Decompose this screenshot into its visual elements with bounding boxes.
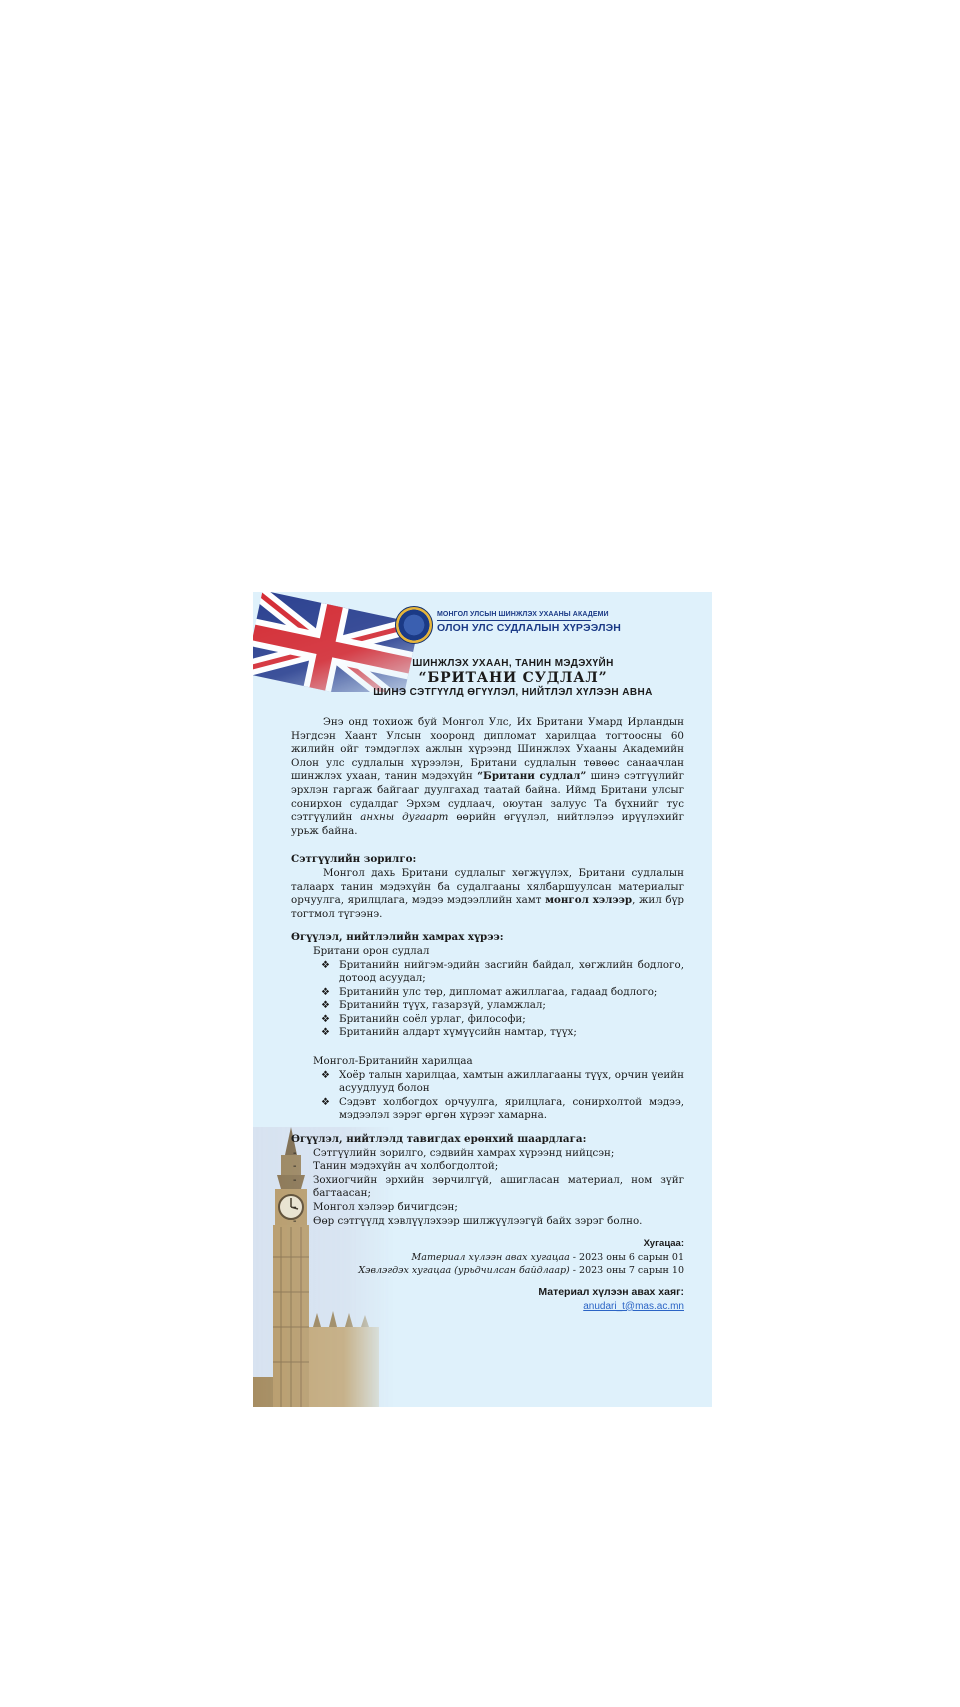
scope-group-2-title: Монгол-Британийн харилцаа — [313, 1055, 473, 1068]
bullet-diamond-icon: ❖ — [321, 1096, 330, 1108]
title-line-1: ШИНЖЛЭХ УХААН, ТАНИН МЭДЭХҮЙН — [412, 658, 614, 669]
list-item-text: Британийн түүх, газарзүй, уламжлал; — [339, 999, 546, 1012]
list-item — [293, 1160, 684, 1174]
goal-text-1: Монгол дахь Британи судлалыг хөгжүүлэх, Британи судлалын талаарх танин мэдэхүйн ба судалгааны хялбаршуулсан материалыг орчуулга, ярилцлага, мэдээ мэдээллийн хамт — [291, 866, 684, 907]
list-item-text: Британийн улс төр, дипломат ажиллагаа, гадаад бодлого; — [339, 985, 658, 998]
journal-name: “БРИТАНИ СУДЛАЛ” — [418, 670, 608, 686]
list-item — [293, 1147, 684, 1161]
academy-emblem-icon — [395, 606, 433, 644]
bullet-diamond-icon: ❖ — [321, 986, 330, 998]
list-item-text: Хоёр талын харилцаа, хамтын ажиллагааны түүх, орчин үеийн асуудлууд болон — [339, 1068, 684, 1095]
journal-name-inline: “Британи судлал” — [477, 770, 587, 783]
list-item — [321, 986, 684, 1000]
header-divider — [437, 620, 591, 621]
list-item-text: Танин мэдэхүйн ач холбогдолтой; — [313, 1160, 499, 1173]
flyer-title — [353, 658, 673, 698]
list-item — [321, 1069, 684, 1096]
bullet-diamond-icon: ❖ — [321, 1069, 330, 1081]
list-item — [321, 999, 684, 1013]
list-item-text: Зохиогчийн эрхийн зөрчилгүй, ашигласан материал, ном зүйг багтаасан; — [313, 1173, 684, 1200]
bullet-diamond-icon: ❖ — [321, 1027, 330, 1039]
announcement-flyer — [253, 592, 712, 1407]
flyer-body — [291, 716, 684, 1313]
submission-deadline-date: - 2023 оны 6 сарын 01 — [569, 1251, 684, 1263]
dash-marker: - — [293, 1201, 297, 1213]
academy-name: МОНГОЛ УЛСЫН ШИНЖЛЭХ УХААНЫ АКАДЕМИ — [437, 611, 609, 618]
publication-date — [291, 1264, 684, 1278]
list-item-text: Сэдэвт холбогдох орчуулга, ярилцлага, сонирхолтой мэдээ, мэдээлэл зэрэг өргөн хүрээг хамарна. — [339, 1095, 684, 1122]
intro-paragraph — [291, 716, 684, 838]
list-item-text: Сэтгүүлийн зорилго, сэдвийн хамрах хүрээнд нийцсэн; — [313, 1146, 615, 1159]
list-item-text: Британийн нийгэм-эдийн засгийн байдал, хөгжлийн бодлого, дотоод асуудал; — [339, 958, 684, 985]
deadline-block — [291, 1237, 684, 1278]
requirements-list — [293, 1147, 684, 1229]
institute-header — [395, 606, 622, 648]
list-item — [321, 1096, 684, 1123]
list-item-text: Өөр сэтгүүлд хэвлүүлэхээр шилжүүлээгүй байх зэрэг болно. — [313, 1214, 643, 1227]
requirements-heading: Өгүүлэл, нийтлэлд тавигдах ерөнхий шаардлага: — [291, 1133, 587, 1146]
deadline-heading: Хугацаа: — [643, 1238, 684, 1250]
bullet-diamond-icon: ❖ — [321, 1000, 330, 1012]
contact-block — [291, 1286, 684, 1313]
bullet-diamond-icon: ❖ — [321, 1013, 330, 1025]
scope-group-1-title: Британи орон судлал — [313, 944, 430, 957]
mongolian-language-text: монгол хэлээр — [545, 894, 633, 907]
list-item — [293, 1215, 684, 1229]
first-issue-text: анхны дугаарт — [360, 811, 449, 824]
institute-name: ОЛОН УЛС СУДЛАЛЫН ХҮРЭЭЛЭН — [437, 622, 622, 634]
contact-email-link[interactable]: anudari_t@mas.ac.mn — [583, 1300, 684, 1312]
scope-heading: Өгүүлэл, нийтлэлийн хамрах хүрээ: — [291, 931, 504, 944]
scope-group-2-list — [321, 1069, 684, 1123]
list-item — [293, 1174, 684, 1201]
bullet-diamond-icon: ❖ — [321, 959, 330, 971]
scope-group-1-list — [321, 959, 684, 1041]
dash-marker: - — [293, 1160, 297, 1173]
goal-text-2: , жил бүр тогтмол түгээнэ. — [291, 894, 684, 920]
goal-heading: Сэтгүүлийн зорилго: — [291, 853, 417, 866]
intro-text-1: Энэ онд тохиож буй Монгол Улс, Их Британи Умард Ирландын Нэгдсэн Хаант Улсын хооронд дипломат харилцаа тогтоосны 60 жилийн ойг тэмдэглэх ажлын хүрээнд Шинжлэх Ухааны Академийн Олон улс судлалын хүрээлэн, Британи судлалын төвөөс санаачлан шинжлэх ухаан, танин мэдэхүйн — [291, 716, 684, 783]
publication-date-value: - 2023 оны 7 сарын 10 — [569, 1265, 684, 1277]
list-item-text: Британийн алдарт хүмүүсийн намтар, түүх; — [339, 1026, 577, 1039]
submission-deadline-label: Материал хүлээн авах хугацаа — [411, 1251, 570, 1263]
list-item — [321, 1026, 684, 1040]
contact-heading: Материал хүлээн авах хаяг: — [538, 1285, 684, 1298]
list-item — [293, 1201, 684, 1215]
list-item — [321, 1013, 684, 1027]
title-line-3: ШИНЭ СЭТГҮҮЛД ӨГҮҮЛЭЛ, НИЙТЛЭЛ ХҮЛЭЭН АВНА — [373, 687, 653, 698]
intro-text-2: шинэ сэтгүүлийг эрхлэн гаргаж байгааг дуулгахад таатай байна. Иймд Британи улсыг сонирхон судалдаг Эрхэм судлаач, оюутан залуус Та бүхнийг тус сэтгүүлийн — [291, 770, 684, 824]
publication-date-label: Хэвлэгдэх хугацаа (урьдчилсан байдлаар) — [358, 1265, 570, 1277]
dash-marker: - — [293, 1173, 297, 1186]
dash-marker: - — [293, 1146, 297, 1159]
dash-marker: - — [293, 1214, 297, 1227]
list-item — [321, 959, 684, 986]
list-item-text: Британийн соёл урлаг, философи; — [339, 1012, 526, 1025]
submission-deadline — [291, 1251, 684, 1265]
intro-text-3: өөрийн өгүүлэл, нийтлэлээ ирүүлэхийг урьж байна. — [291, 811, 684, 837]
goal-paragraph — [291, 867, 684, 921]
list-item-text: Монгол хэлээр бичигдсэн; — [313, 1201, 458, 1213]
